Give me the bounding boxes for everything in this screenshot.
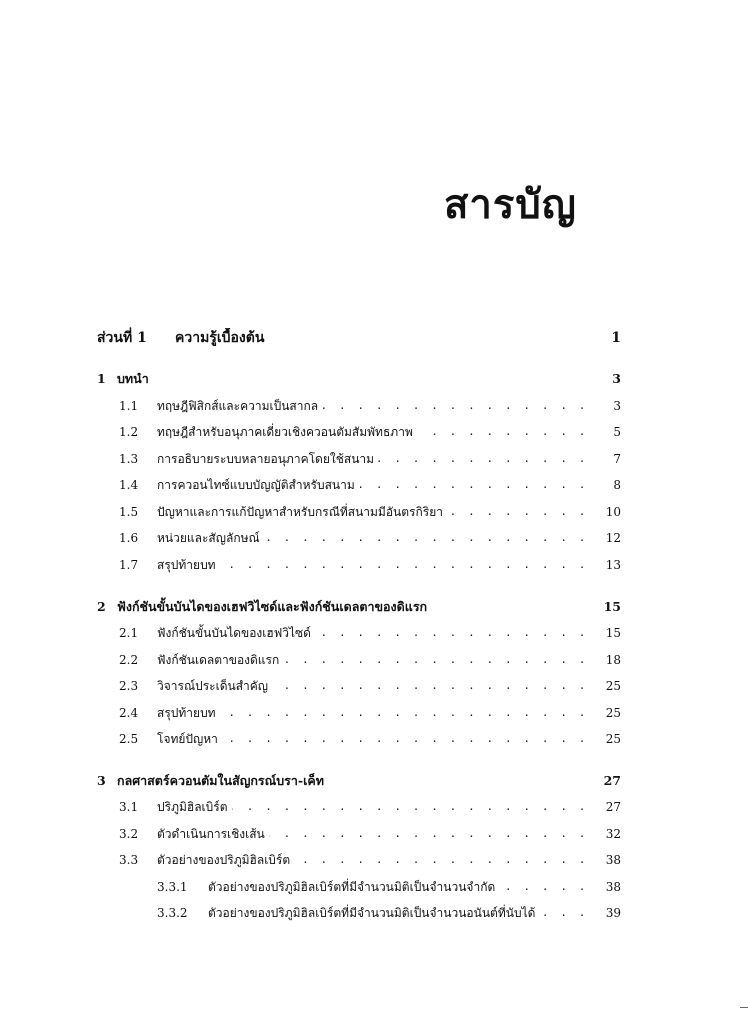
toc-entry-part[interactable]	[0, 328, 748, 348]
toc-entry-sec[interactable]	[0, 623, 748, 643]
toc-entry-title	[157, 650, 588, 670]
toc-entry-number: 2.2	[119, 653, 139, 667]
toc-entry-title-text: กลศาสตร์ควอนตัมในสัญกรณ์บรา-เค็ท	[117, 773, 328, 788]
toc-entry-number: 2.1	[119, 626, 139, 640]
toc-entry-title	[117, 369, 588, 389]
toc-entry-sec[interactable]	[0, 555, 748, 575]
toc-entry-page: 27	[603, 773, 621, 788]
toc-entry-page: 27	[605, 800, 621, 814]
toc-entry-number: 2.4	[119, 706, 139, 720]
toc-entry-title	[175, 328, 588, 348]
toc-entry-page: 3	[613, 399, 621, 413]
toc-entry-sec[interactable]	[0, 824, 748, 844]
toc-entry-title-text: ตัวอย่างของปริภูมิฮิลเบิร์ต	[157, 853, 294, 867]
toc-entry-page: 25	[605, 679, 621, 693]
toc-entry-title-text: ปริภูมิฮิลเบิร์ต	[157, 800, 232, 814]
toc-entry-sec[interactable]	[0, 676, 748, 696]
toc-entry-title-text: ทฤษฎีฟิสิกส์และความเป็นสากล	[157, 399, 322, 413]
toc-entry-page: 25	[605, 732, 621, 746]
toc-entry-number: 1	[97, 371, 106, 386]
toc-entry-page: 38	[605, 853, 621, 867]
toc-entry-page: 3	[612, 371, 621, 386]
toc-entry-sec[interactable]	[0, 528, 748, 548]
toc-entry-sub[interactable]	[0, 877, 748, 897]
toc-entry-title-text: ฟังก์ชันขั้นบันไดของเฮฟวิไซด์และฟังก์ชันเดลตาของดิแรก	[117, 599, 431, 614]
toc-entry-title	[157, 422, 588, 442]
toc-entry-title-text: ตัวอย่างของปริภูมิฮิลเบิร์ตที่มีจำนวนมิติเป็นจำนวนอนันต์ที่นับได้	[208, 906, 539, 920]
toc-entry-number: 2	[97, 599, 106, 614]
toc-entry-title-text: ฟังก์ชันขั้นบันไดของเฮฟวิไซด์	[157, 626, 315, 640]
toc-entry-title-text: ปัญหาและการแก้ปัญหาสำหรับกรณีที่สนามมีอันตรกิริยา	[157, 505, 447, 519]
toc-entry-sec[interactable]	[0, 449, 748, 469]
toc-entry-title-text: โจทย์ปัญหา	[157, 732, 222, 746]
toc-entry-chap[interactable]	[0, 369, 748, 389]
toc-entry-page: 25	[605, 706, 621, 720]
toc-entry-number: 1.1	[119, 399, 139, 413]
toc-entry-sec[interactable]	[0, 729, 748, 749]
toc-entry-title	[157, 449, 588, 469]
toc-entry-number: 1.7	[119, 558, 139, 572]
toc-entry-number: 3.3.2	[157, 906, 188, 920]
page-edge-mark	[740, 1007, 748, 1008]
toc-entry-page: 18	[605, 653, 621, 667]
toc-entry-sec[interactable]	[0, 396, 748, 416]
toc-entry-title	[157, 850, 588, 870]
toc-entry-title-text: วิจารณ์ประเด็นสำคัญ	[157, 679, 272, 693]
toc-entry-title	[157, 502, 588, 522]
toc-entry-number: 1.6	[119, 531, 139, 545]
toc-entry-number: 1.4	[119, 478, 139, 492]
toc-entry-sec[interactable]	[0, 502, 748, 522]
page-title: สารบัญ	[444, 182, 577, 228]
toc-entry-number: 3	[97, 773, 106, 788]
toc-entry-page: 8	[613, 478, 621, 492]
toc-entry-page: 38	[605, 880, 621, 894]
toc-entry-title	[208, 903, 588, 923]
toc-entry-chap[interactable]	[0, 771, 748, 791]
toc-entry-title-text: ความรู้เบื้องต้น	[175, 330, 268, 346]
toc-entry-page: 12	[605, 531, 621, 545]
toc-entry-number: 3.2	[119, 827, 139, 841]
toc-entry-sec[interactable]	[0, 475, 748, 495]
toc-entry-title-text: สรุปท้ายบท	[157, 706, 220, 720]
toc-entry-title	[157, 396, 588, 416]
toc-entry-title	[117, 597, 588, 617]
toc-entry-title-text: การอธิบายระบบหลายอนุภาคโดยใช้สนาม	[157, 452, 378, 466]
toc-entry-page: 39	[605, 906, 621, 920]
toc-entry-title	[117, 771, 588, 791]
toc-entry-title	[157, 797, 588, 817]
toc-entry-sub[interactable]	[0, 903, 748, 923]
toc-entry-number: 3.3	[119, 853, 139, 867]
toc-entry-title	[157, 528, 588, 548]
toc-entry-number: 2.5	[119, 732, 139, 746]
toc-entry-title-text: ตัวอย่างของปริภูมิฮิลเบิร์ตที่มีจำนวนมิติเป็นจำนวนจำกัด	[208, 880, 499, 894]
toc-entry-number: 1.3	[119, 452, 139, 466]
toc-entry-title	[157, 623, 588, 643]
toc-entry-chap[interactable]	[0, 597, 748, 617]
toc-entry-number: ส่วนที่ 1	[97, 330, 147, 346]
toc-entry-page: 1	[611, 330, 621, 346]
toc-entry-title-text: สรุปท้ายบท	[157, 558, 220, 572]
toc-entry-page: 7	[613, 452, 621, 466]
toc-entry-sec[interactable]	[0, 797, 748, 817]
toc-entry-page: 5	[613, 425, 621, 439]
toc-entry-title-text: การควอนไทซ์แบบบัญญัติสำหรับสนาม	[157, 478, 359, 492]
toc-entry-number: 2.3	[119, 679, 139, 693]
toc-entry-sec[interactable]	[0, 422, 748, 442]
toc-entry-title-text: ฟังก์ชันเดลตาของดิแรก	[157, 653, 283, 667]
toc-entry-title-text: หน่วยและสัญลักษณ์	[157, 531, 264, 545]
toc-entry-title	[157, 824, 588, 844]
toc-entry-page: 10	[605, 505, 621, 519]
toc-entry-title	[157, 703, 588, 723]
toc-entry-title	[157, 676, 588, 696]
toc-entry-title-text: ทฤษฎีสำหรับอนุภาคเดี่ยวเชิงควอนตัมสัมพัทธภาพ	[157, 425, 417, 439]
toc-entry-title	[208, 877, 588, 897]
toc-entry-number: 1.5	[119, 505, 139, 519]
toc-entry-page: 15	[603, 599, 621, 614]
toc-entry-page: 32	[605, 827, 621, 841]
toc-entry-title	[157, 729, 588, 749]
toc-entry-sec[interactable]	[0, 850, 748, 870]
toc-entry-title	[157, 475, 588, 495]
toc-entry-title-text: บทนำ	[117, 371, 153, 386]
toc-entry-sec[interactable]	[0, 650, 748, 670]
toc-entry-page: 13	[605, 558, 621, 572]
toc-entry-number: 3.3.1	[157, 880, 188, 894]
toc-entry-number: 1.2	[119, 425, 139, 439]
toc-entry-title	[157, 555, 588, 575]
toc-entry-page: 15	[605, 626, 621, 640]
toc-entry-title-text: ตัวดำเนินการเชิงเส้น	[157, 827, 269, 841]
toc-entry-sec[interactable]	[0, 703, 748, 723]
toc-entry-number: 3.1	[119, 800, 139, 814]
